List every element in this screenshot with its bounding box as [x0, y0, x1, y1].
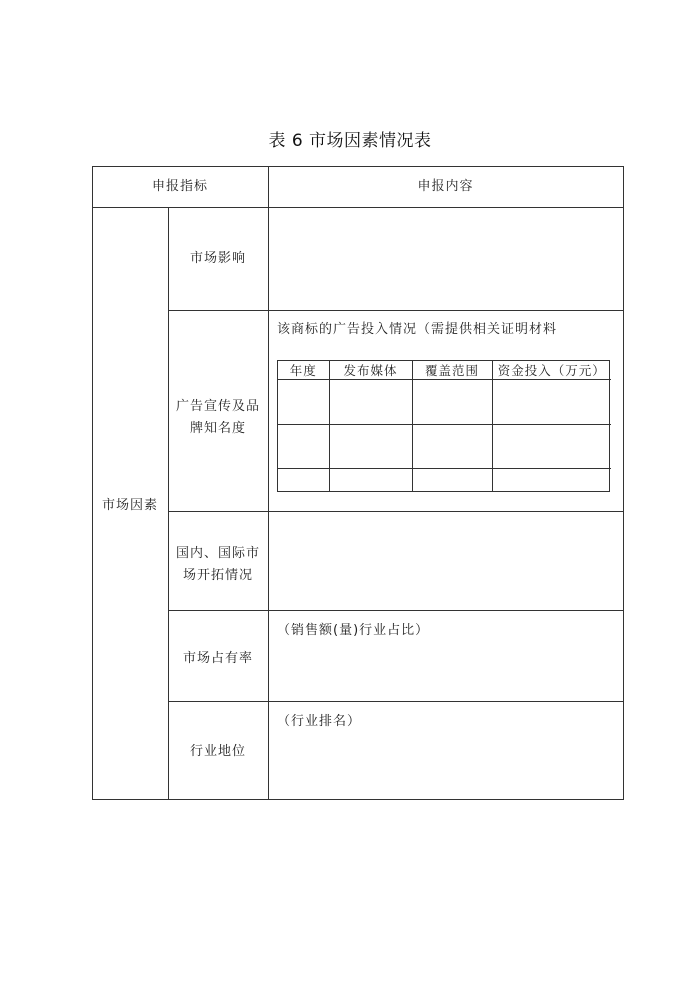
ad-cell[interactable] — [412, 424, 492, 469]
ad-cell[interactable] — [329, 424, 412, 469]
header-content: 申报内容 — [417, 179, 474, 194]
row-content-advertising: 该商标的广告投入情况（需提供相关证明材料 — [277, 322, 558, 337]
row-label-industry-position: 行业地位 — [189, 744, 246, 759]
ad-cell[interactable] — [412, 380, 492, 425]
ad-investment-table — [277, 360, 610, 492]
ad-cell[interactable] — [278, 469, 329, 491]
table-row — [278, 469, 611, 491]
ad-header-year: 年度 — [278, 361, 329, 380]
ad-header-media: 发布媒体 — [329, 361, 412, 380]
row-label-market-influence: 市场影响 — [189, 251, 246, 266]
table-row — [278, 424, 611, 469]
row-content-market-share: （销售额(量)行业占比） — [277, 623, 430, 638]
category-label: 市场因素 — [101, 498, 158, 513]
ad-cell[interactable] — [492, 469, 611, 491]
row-content-industry-position: （行业排名） — [277, 714, 362, 729]
row-label-advertising: 广告宣传及品牌知名度 — [175, 399, 260, 436]
ad-cell[interactable] — [492, 380, 611, 425]
header-indicator: 申报指标 — [151, 179, 208, 194]
row-label-market-expansion: 国内、国际市场开拓情况 — [175, 546, 260, 583]
ad-cell[interactable] — [492, 424, 611, 469]
ad-header-investment: 资金投入（万元） — [492, 361, 611, 380]
ad-cell[interactable] — [412, 469, 492, 491]
ad-cell[interactable] — [329, 469, 412, 491]
ad-header-coverage: 覆盖范围 — [412, 361, 492, 380]
ad-cell[interactable] — [278, 380, 329, 425]
table-row — [278, 380, 611, 425]
ad-cell[interactable] — [278, 424, 329, 469]
row-label-market-share: 市场占有率 — [182, 651, 253, 666]
ad-cell[interactable] — [329, 380, 412, 425]
page-title: 表 6 市场因素情况表 — [268, 131, 432, 151]
ad-table-header-row — [278, 361, 611, 380]
